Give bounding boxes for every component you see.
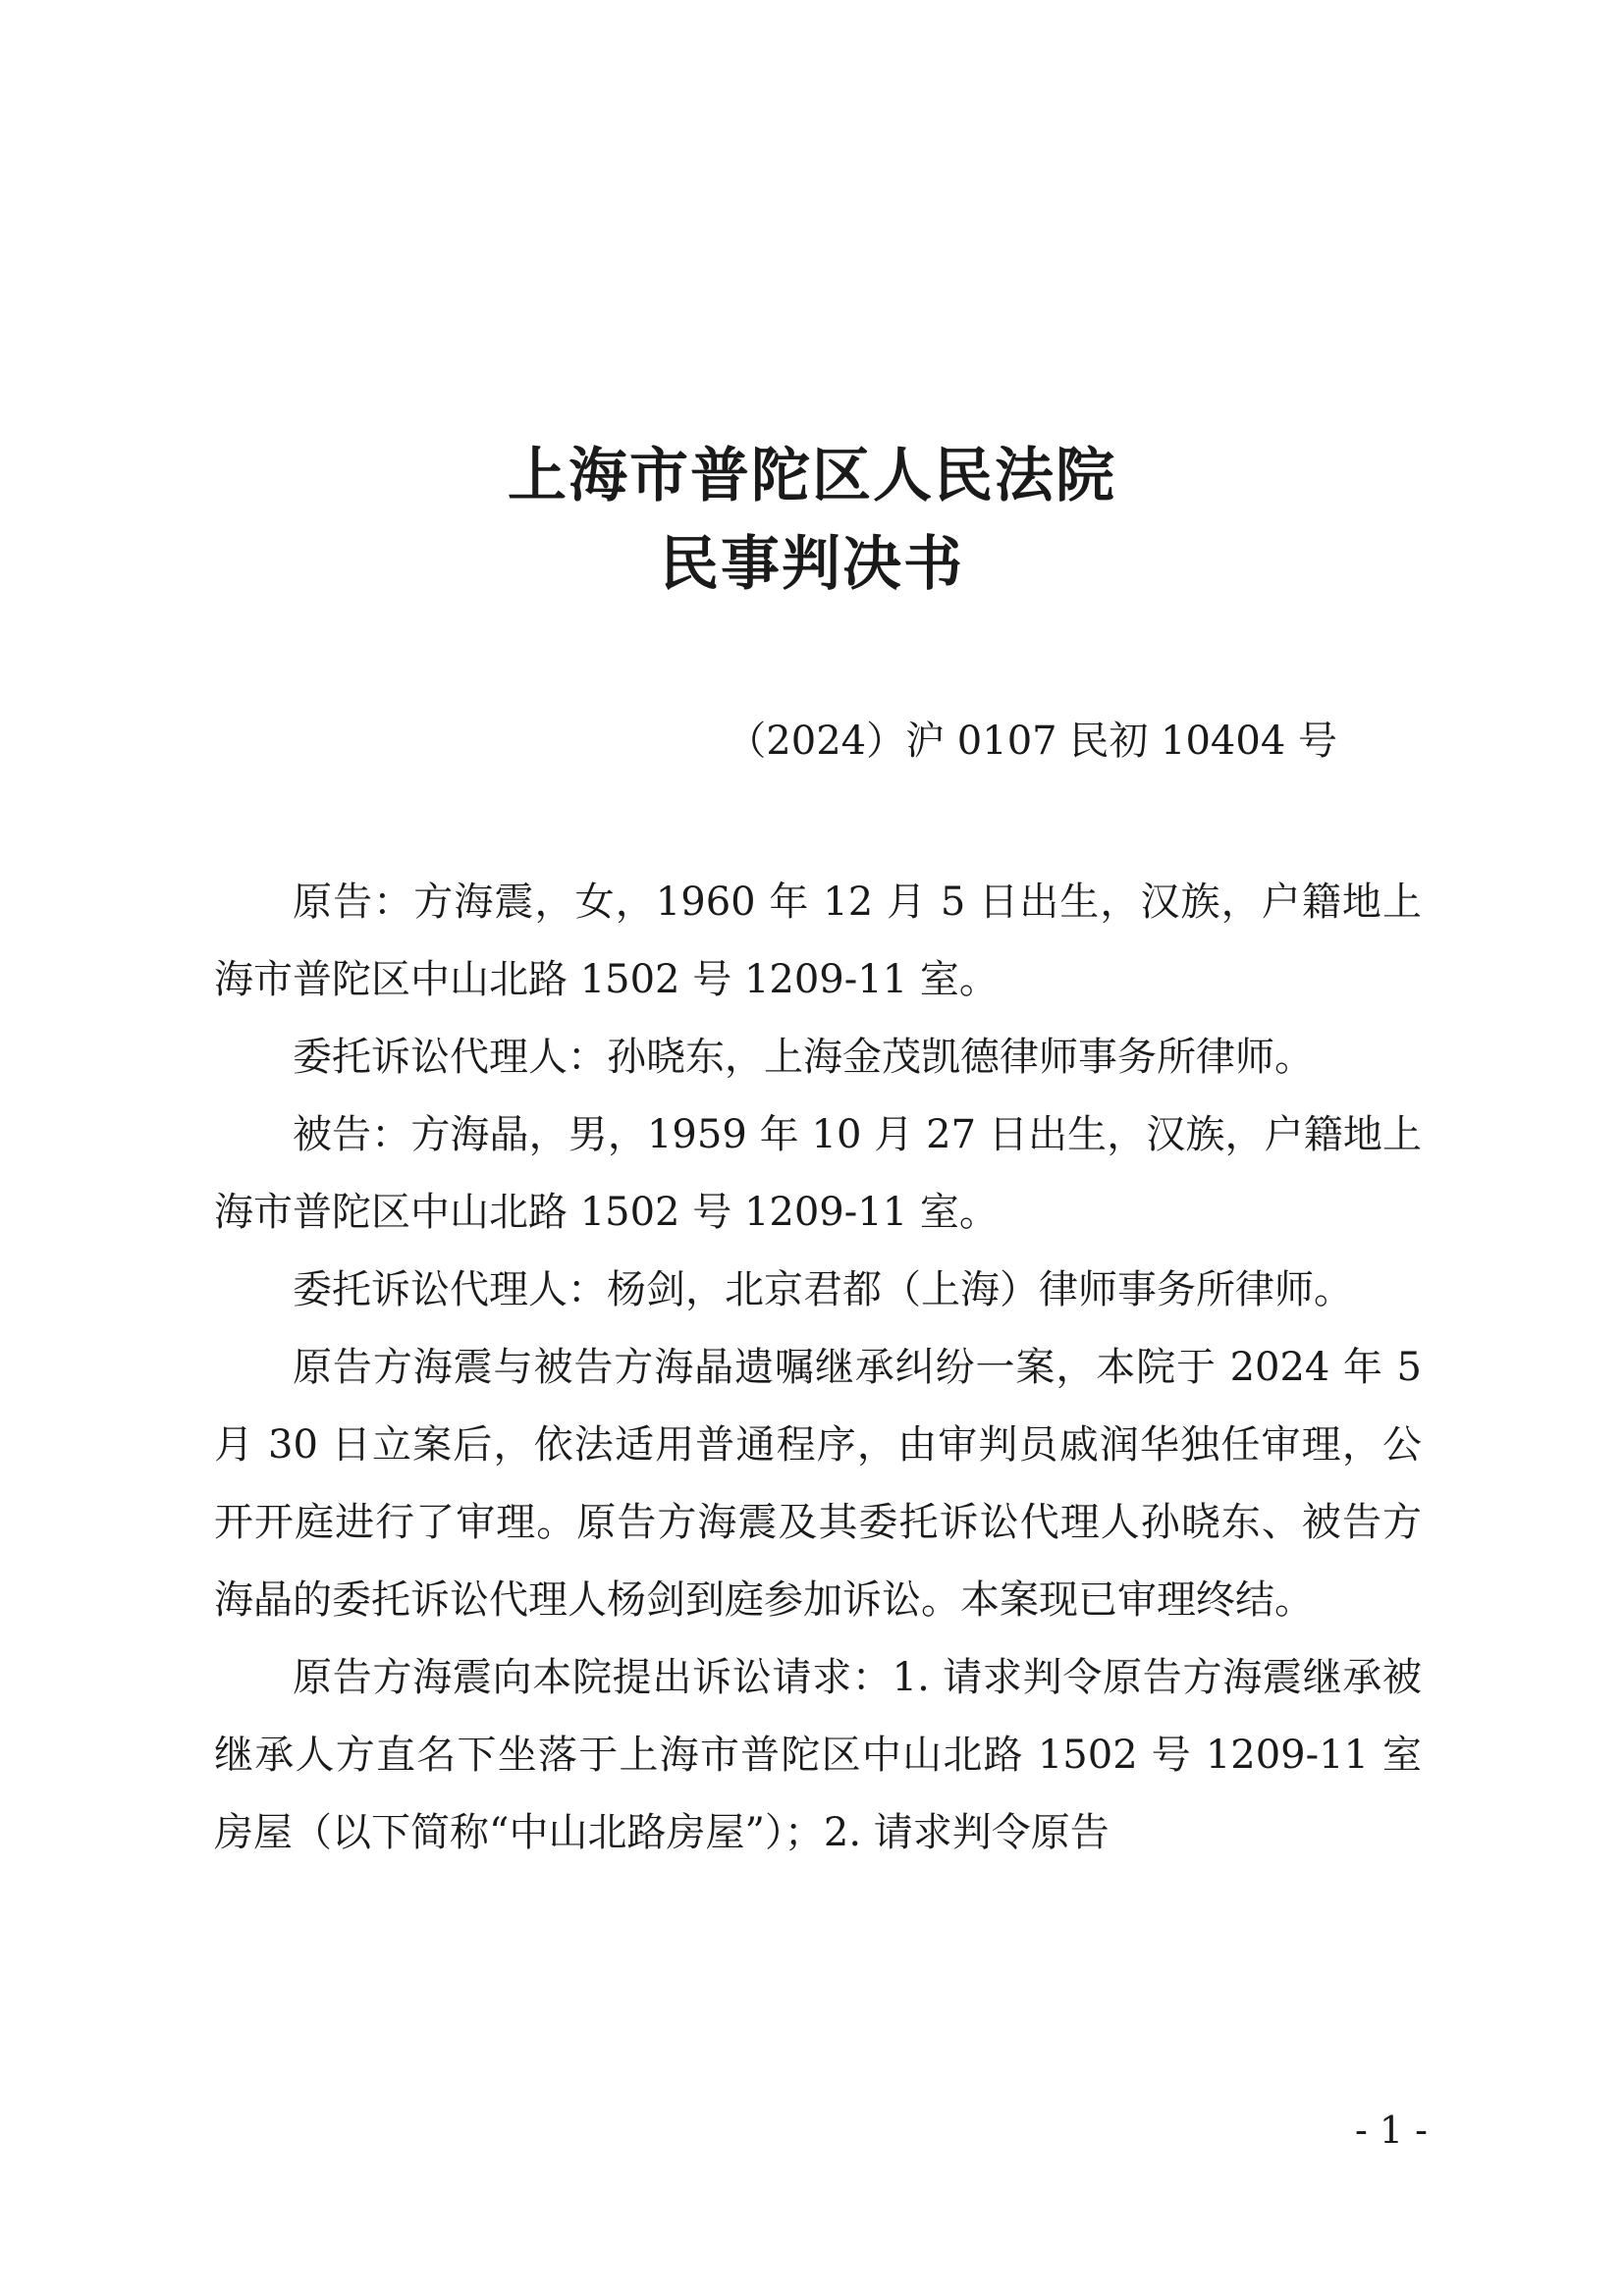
judgment-body (214, 864, 1422, 1872)
case-procedure-paragraph: 原告方海震与被告方海晶遗嘱继承纠纷一案，本院于 2024 年 5 月 30 日立案后，依法适用普通程序，由审判员戚润华独任审理，公开开庭进行了审理。原告方海震及其委托诉讼代理人孙晓东、被告方海晶的委托诉讼代理人杨剑到庭参加诉讼。本案现已审理终结。 (214, 1345, 1422, 1623)
court-name-heading: 上海市普陀区人民法院 (508, 442, 1116, 510)
document-type-heading: 民事判决书 (660, 530, 964, 599)
plaintiff-agent-paragraph: 委托诉讼代理人：孙晓东，上海金茂凯德律师事务所律师。 (293, 1035, 1314, 1080)
claims-paragraph: 原告方海震向本院提出诉讼请求：1. 请求判令原告方海震继承被继承人方直名下坐落于上海市普陀区中山北路 1502 号 1209-11 室房屋（以下简称“中山北路房屋”）；2. 请求判令原告 (214, 1655, 1422, 1855)
defendant-paragraph: 被告：方海晶，男，1959 年 10 月 27 日出生，汉族，户籍地上海市普陀区中山北路 1502 号 1209-11 室。 (214, 1112, 1422, 1235)
defendant-agent-paragraph: 委托诉讼代理人：杨剑，北京君都（上海）律师事务所律师。 (293, 1267, 1353, 1312)
page-number: - 1 - (1354, 2109, 1428, 2152)
case-number: （2024）沪 0107 民初 10404 号 (727, 719, 1337, 764)
plaintiff-paragraph: 原告：方海震，女，1960 年 12 月 5 日出生，汉族，户籍地上海市普陀区中山北路 1502 号 1209-11 室。 (214, 880, 1422, 1002)
